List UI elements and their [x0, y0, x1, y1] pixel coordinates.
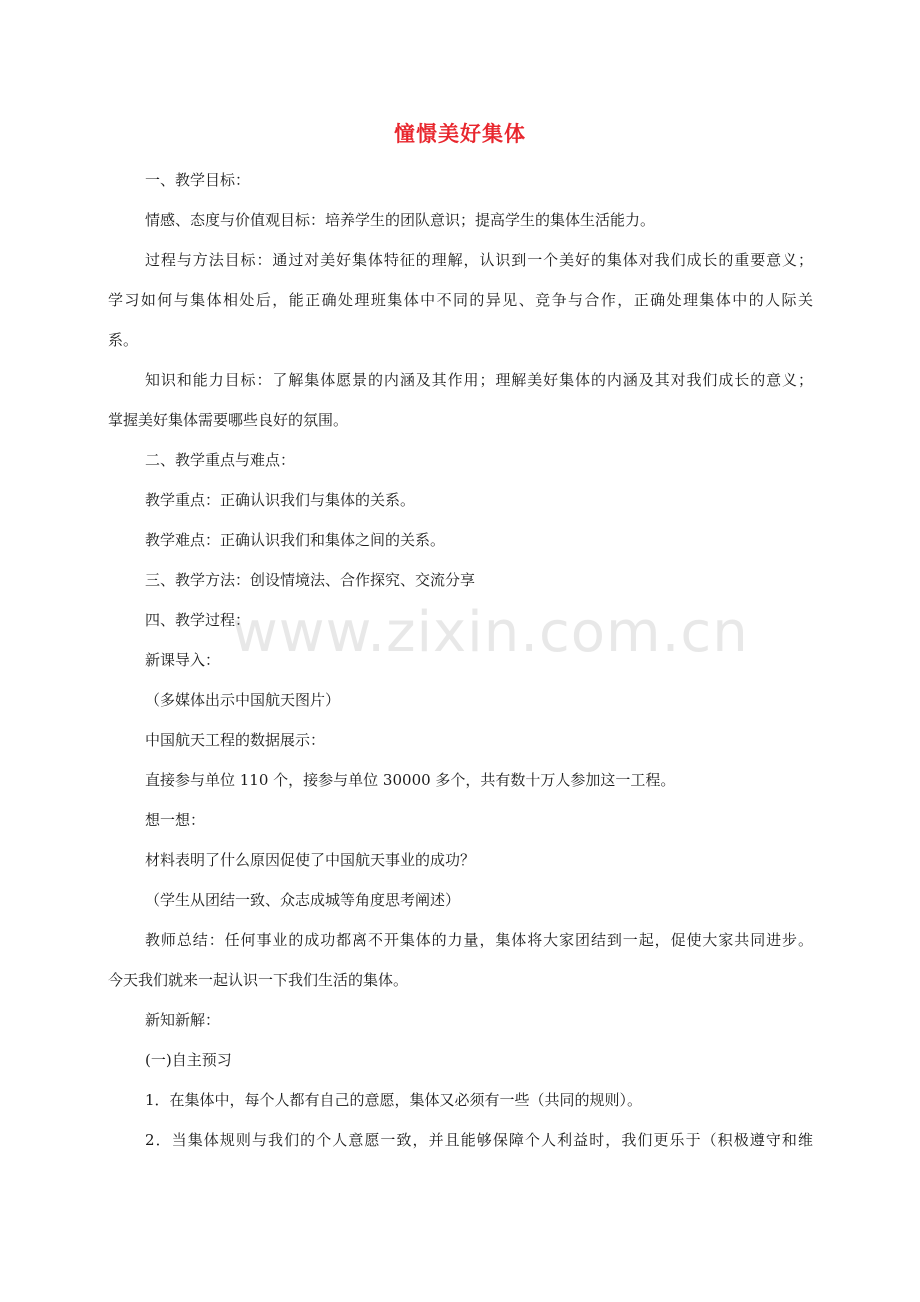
paragraph-line: （学生从团结一致、众志成城等角度思考阐述） — [145, 891, 461, 909]
paragraph-line: （多媒体出示中国航天图片） — [145, 691, 341, 709]
section-heading-methods: 三、教学方法：创设情境法、合作探究、交流分享 — [145, 571, 476, 589]
paragraph-line: 系。 — [108, 331, 139, 349]
document-title: 憧憬美好集体 — [394, 122, 526, 146]
watermark: www.zixin.com.cn — [232, 600, 749, 665]
paragraph-line: 情感、态度与价值观目标：培养学生的团队意识；提高学生的集体生活能力。 — [145, 211, 656, 229]
paragraph-line: 中国航天工程的数据展示： — [145, 731, 326, 749]
paragraph-line: 材料表明了什么原因促使了中国航天事业的成功？ — [145, 851, 476, 869]
paragraph-line: 知识和能力目标：了解集体愿景的内涵及其作用；理解美好集体的内涵及其对我们成长的意义； — [145, 371, 813, 389]
paragraph-line: 直接参与单位 110 个，接参与单位 30000 多个，共有数十万人参加这一工程。 — [145, 771, 676, 789]
subsection-heading: (一)自主预习 — [145, 1051, 232, 1069]
paragraph-line: 想一想： — [145, 811, 206, 829]
list-item: 1．在集体中，每个人都有自己的意愿，集体又必须有一些（共同的规则）。 — [145, 1091, 643, 1109]
paragraph-line: 过程与方法目标：通过对美好集体特征的理解，认识到一个美好的集体对我们成长的重要意义； — [145, 251, 813, 269]
paragraph-line: 新知新解： — [145, 1011, 221, 1029]
paragraph-line: 掌握美好集体需要哪些良好的氛围。 — [108, 411, 349, 429]
paragraph-line: 教学重点：正确认识我们与集体的关系。 — [145, 491, 416, 509]
paragraph-line: 新课导入： — [145, 651, 221, 669]
section-heading-objectives: 一、教学目标： — [145, 171, 251, 189]
list-item: 2．当集体规则与我们的个人意愿一致，并且能够保障个人利益时，我们更乐于（积极遵守和维 — [145, 1131, 813, 1149]
paragraph-line: 教学难点：正确认识我们和集体之间的关系。 — [145, 531, 446, 549]
paragraph-line: 今天我们就来一起认识一下我们生活的集体。 — [108, 971, 409, 989]
paragraph-line: 教师总结：任何事业的成功都离不开集体的力量，集体将大家团结到一起，促使大家共同进步。 — [145, 931, 813, 949]
paragraph-line: 学习如何与集体相处后，能正确处理班集体中不同的异见、竞争与合作，正确处理集体中的人际关 — [108, 291, 813, 309]
section-heading-process: 四、教学过程： — [145, 611, 251, 629]
section-heading-key-points: 二、教学重点与难点： — [145, 451, 296, 469]
